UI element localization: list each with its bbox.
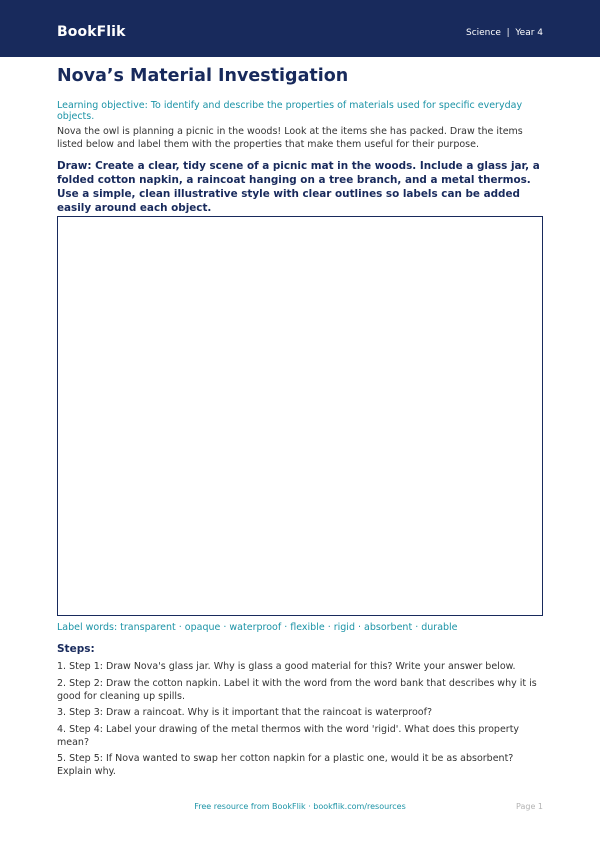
learning-objective: Learning objective: To identify and describe the properties of materials used for specific everyday objects. <box>57 100 523 122</box>
page-number: Page 1 <box>516 802 543 811</box>
steps-heading: Steps: <box>57 643 95 655</box>
steps-list <box>57 660 547 782</box>
page-title: Nova’s Material Investigation <box>57 66 349 86</box>
step-item: 1. Step 1: Draw Nova's glass jar. Why is glass a good material for this? Write your answer below. <box>57 661 516 672</box>
step-item: 5. Step 5: If Nova wanted to swap her cotton napkin for a plastic one, would it be as absorbent? Explain why. <box>57 753 514 778</box>
draw-instructions: Draw: Create a clear, tidy scene of a picnic mat in the woods. Include a glass jar, a folded cotton napkin, a raincoat hanging on a tree branch, and a metal thermos. Use a simple, clean illustrative style with clear outlines so labels can be added easily around each object. <box>57 160 540 214</box>
subject-year-label: Science | Year 4 <box>465 28 543 38</box>
label-word-bank: Label words: transparent · opaque · waterproof · flexible · rigid · absorbent · durable <box>57 622 458 633</box>
step-item: 3. Step 3: Draw a raincoat. Why is it important that the raincoat is waterproof? <box>57 707 433 719</box>
intro-paragraph: Nova the owl is planning a picnic in the woods! Look at the items she has packed. Draw the items listed below and label them with the properties that make them useful for their purpose. <box>57 126 523 151</box>
step-item: 4. Step 4: Label your drawing of the metal thermos with the word 'rigid'. What does this property mean? <box>57 723 520 748</box>
drawing-area[interactable] <box>57 216 543 616</box>
step-item: 2. Step 2: Draw the cotton napkin. Label it with the word from the word bank that describes why it is good for cleaning up spills. <box>57 677 537 702</box>
footer-resource-link: Free resource from BookFlik · bookflik.com/resources <box>194 802 406 811</box>
header-bar <box>0 0 600 57</box>
brand-logo: BookFlik <box>57 24 126 40</box>
